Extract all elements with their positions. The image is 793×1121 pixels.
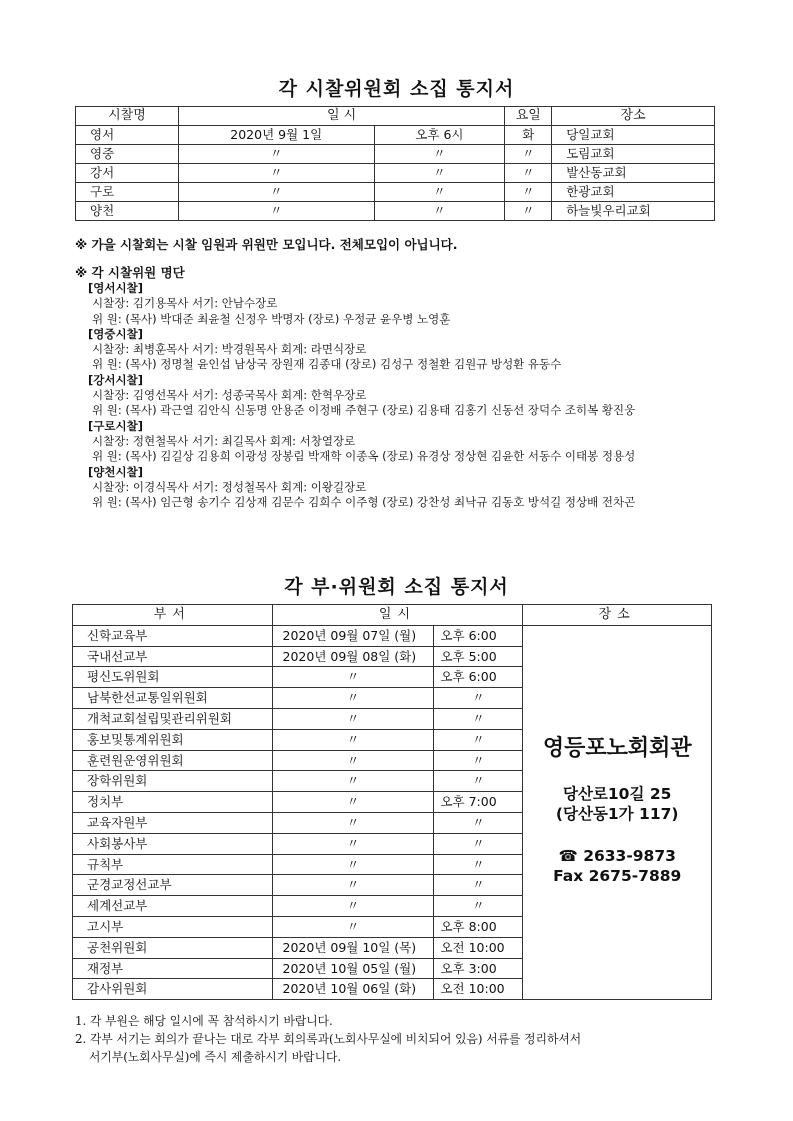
meeting-time: 〃 [434, 875, 523, 896]
note-autumn: ※ 가을 시찰회는 시찰 임원과 위원만 모입니다. 전체모입이 아닙니다. [75, 237, 458, 252]
committee-table [72, 604, 712, 1000]
group-officers: 시찰장: 김영선목사 서기: 성종국목사 회계: 한혁우장로 [92, 388, 367, 403]
dept-name: 훈련원운영위원회 [73, 750, 273, 771]
group-name: [구로시찰] [88, 418, 143, 433]
dept-name: 군경교정선교부 [73, 875, 273, 896]
table-row [76, 126, 715, 145]
group-name: [양천시찰] [88, 464, 143, 479]
table-row [76, 145, 715, 164]
sichal-day: 〃 [505, 183, 552, 202]
table-row [76, 202, 715, 221]
doc1-title: 각 시찰위원회 소집 통지서 [278, 78, 515, 100]
group-members: 위 원: (목사) 박대준 최윤철 신정우 박명자 (장로) 우정균 윤우병 노영훈 [92, 311, 451, 326]
group-gangseo [88, 373, 728, 419]
meeting-time: 오전 10:00 [434, 979, 523, 1000]
sichal-date: 〃 [178, 145, 374, 164]
dept-name: 홍보및통계위원회 [73, 729, 273, 750]
sichal-name: 영중 [76, 145, 179, 164]
footer-note-3: 서기부(노회사무실)에 즉시 제출하시기 바랍니다. [89, 1050, 342, 1064]
members-list [88, 281, 728, 510]
sichal-place: 발산동교회 [552, 164, 715, 183]
meeting-date: 〃 [272, 875, 434, 896]
venue-address-detail: (당산동1가 117) [555, 805, 679, 824]
sichal-time: 〃 [374, 164, 505, 183]
meeting-date: 〃 [272, 750, 434, 771]
dept-name: 신학교육부 [73, 625, 273, 646]
meeting-date: 〃 [272, 833, 434, 854]
dept-name: 규칙부 [73, 854, 273, 875]
dept-name: 공천위원회 [73, 937, 273, 958]
venue-cell [523, 625, 712, 999]
meeting-date: 〃 [272, 896, 434, 917]
meeting-date: 〃 [272, 854, 434, 875]
dept-name: 개척교회설립및관리위원회 [73, 708, 273, 729]
sichal-time: 〃 [374, 202, 505, 221]
sichal-name: 영서 [76, 126, 179, 145]
meeting-time: 〃 [434, 896, 523, 917]
sichal-table [75, 106, 715, 221]
meeting-time: 〃 [434, 750, 523, 771]
meeting-date: 2020년 09월 08일 (화) [272, 646, 434, 667]
meeting-time: 〃 [434, 812, 523, 833]
table-header-row [76, 107, 715, 126]
table-row [76, 164, 715, 183]
group-members: 위 원: (목사) 임근형 송기수 김상재 김문수 김희수 이주형 (장로) 강찬성 최낙규 김동호 방석길 정상배 전차곤 [92, 495, 636, 510]
meeting-time: 오후 6:00 [434, 625, 523, 646]
group-members: 위 원: (목사) 정명철 윤인섭 남상국 장원재 김종대 (장로) 김성구 정철환 김원규 방성환 유동수 [92, 357, 562, 372]
dept-name: 평신도위원회 [73, 667, 273, 688]
group-officers: 시찰장: 정현철목사 서기: 최길목사 회계: 서창열장로 [92, 433, 356, 448]
meeting-date: 〃 [272, 812, 434, 833]
meeting-date: 〃 [272, 688, 434, 709]
meeting-time: 오후 8:00 [434, 916, 523, 937]
meeting-time: 〃 [434, 854, 523, 875]
meeting-time: 오후 3:00 [434, 958, 523, 979]
dept-name: 남북한선교통일위원회 [73, 688, 273, 709]
group-officers: 시찰장: 김기용목사 서기: 안남수장로 [92, 296, 278, 311]
venue-phone: ☎ 2633-9873 [558, 847, 676, 866]
sichal-place: 하늘빛우리교회 [552, 202, 715, 221]
sichal-date: 2020년 9월 1일 [178, 126, 374, 145]
dept-name: 교육자원부 [73, 812, 273, 833]
venue-fax: Fax 2675-7889 [553, 867, 682, 886]
group-name: [영서시찰] [88, 281, 143, 295]
group-yeongjung [88, 327, 728, 373]
sichal-time: 〃 [374, 145, 505, 164]
header-datetime: 일 시 [178, 107, 504, 126]
dept-name: 국내선교부 [73, 646, 273, 667]
footer-note-2: 2. 각부 서기는 회의가 끝나는 대로 각부 회의록과(노회사무실에 비치되어 있음) 서류를 정리하셔서 [75, 1032, 582, 1046]
header-day: 요일 [505, 107, 552, 126]
group-yangcheon [88, 465, 728, 511]
meeting-date: 2020년 10월 06일 (화) [272, 979, 434, 1000]
meeting-time: 오후 5:00 [434, 646, 523, 667]
table-row [76, 183, 715, 202]
sichal-day: 〃 [505, 164, 552, 183]
dept-name: 정치부 [73, 792, 273, 813]
sichal-date: 〃 [178, 202, 374, 221]
dept-name: 장학위원회 [73, 771, 273, 792]
meeting-date: 〃 [272, 729, 434, 750]
sichal-time: 〃 [374, 183, 505, 202]
group-officers: 시찰장: 최병훈목사 서기: 박경원목사 회계: 라면식장로 [92, 342, 367, 357]
footer-notes [75, 1012, 581, 1066]
meeting-time: 오후 6:00 [434, 667, 523, 688]
dept-name: 재정부 [73, 958, 273, 979]
sichal-place: 당일교회 [552, 126, 715, 145]
sichal-name: 양천 [76, 202, 179, 221]
meeting-date: 2020년 10월 05일 (월) [272, 958, 434, 979]
table-row [73, 625, 712, 646]
group-members: 위 원: (목사) 김길상 김용희 이광성 장봉림 박재학 이종옥 (장로) 유경상 정상현 김윤한 서동수 이태봉 정용성 [92, 449, 636, 464]
sichal-place: 한광교회 [552, 183, 715, 202]
group-name: [강서시찰] [88, 372, 143, 387]
sichal-place: 도림교회 [552, 145, 715, 164]
dept-name: 감사위원회 [73, 979, 273, 1000]
sichal-date: 〃 [178, 164, 374, 183]
group-guro [88, 419, 728, 465]
meeting-date: 〃 [272, 916, 434, 937]
sichal-time: 오후 6시 [374, 126, 505, 145]
group-officers: 시찰장: 이경식목사 서기: 정성철목사 회계: 이왕길장로 [92, 479, 367, 494]
group-members: 위 원: (목사) 곽근열 김안식 신동명 안용준 이정배 주현구 (장로) 김용태 김홍기 신동선 장덕수 조히복 황진웅 [92, 403, 636, 418]
meeting-time: 오전 10:00 [434, 937, 523, 958]
meeting-time: 〃 [434, 833, 523, 854]
sichal-date: 〃 [178, 183, 374, 202]
dept-name: 고시부 [73, 916, 273, 937]
meeting-date: 〃 [272, 792, 434, 813]
note-members-heading: ※ 각 시찰위원 명단 [75, 265, 185, 280]
sichal-day: 화 [505, 126, 552, 145]
meeting-time: 〃 [434, 729, 523, 750]
dept-name: 세계선교부 [73, 896, 273, 917]
sichal-name: 강서 [76, 164, 179, 183]
meeting-time: 〃 [434, 708, 523, 729]
meeting-date: 〃 [272, 667, 434, 688]
header-datetime: 일시 [272, 605, 523, 626]
meeting-date: 〃 [272, 771, 434, 792]
meeting-time: 오후 7:00 [434, 792, 523, 813]
table-header-row [73, 605, 712, 626]
header-sichal-name: 시찰명 [76, 107, 179, 126]
meeting-time: 〃 [434, 688, 523, 709]
header-dept: 부서 [73, 605, 273, 626]
header-place: 장소 [552, 107, 715, 126]
group-yeongseo [88, 281, 728, 327]
venue-address: 당산로10길 25 [562, 785, 672, 804]
sichal-day: 〃 [505, 145, 552, 164]
meeting-date: 2020년 09월 10일 (목) [272, 937, 434, 958]
doc2-title: 각 부·위원회 소집 통지서 [284, 576, 509, 598]
sichal-day: 〃 [505, 202, 552, 221]
header-venue: 장소 [523, 605, 712, 626]
group-name: [영중시찰] [88, 326, 143, 341]
dept-name: 사회봉사부 [73, 833, 273, 854]
sichal-name: 구로 [76, 183, 179, 202]
venue-name: 영등포노회회관 [542, 735, 692, 761]
footer-note-1: 1. 각 부원은 해당 일시에 꼭 참석하시기 바랍니다. [75, 1014, 333, 1028]
meeting-date: 〃 [272, 708, 434, 729]
meeting-time: 〃 [434, 771, 523, 792]
meeting-date: 2020년 09월 07일 (월) [272, 625, 434, 646]
